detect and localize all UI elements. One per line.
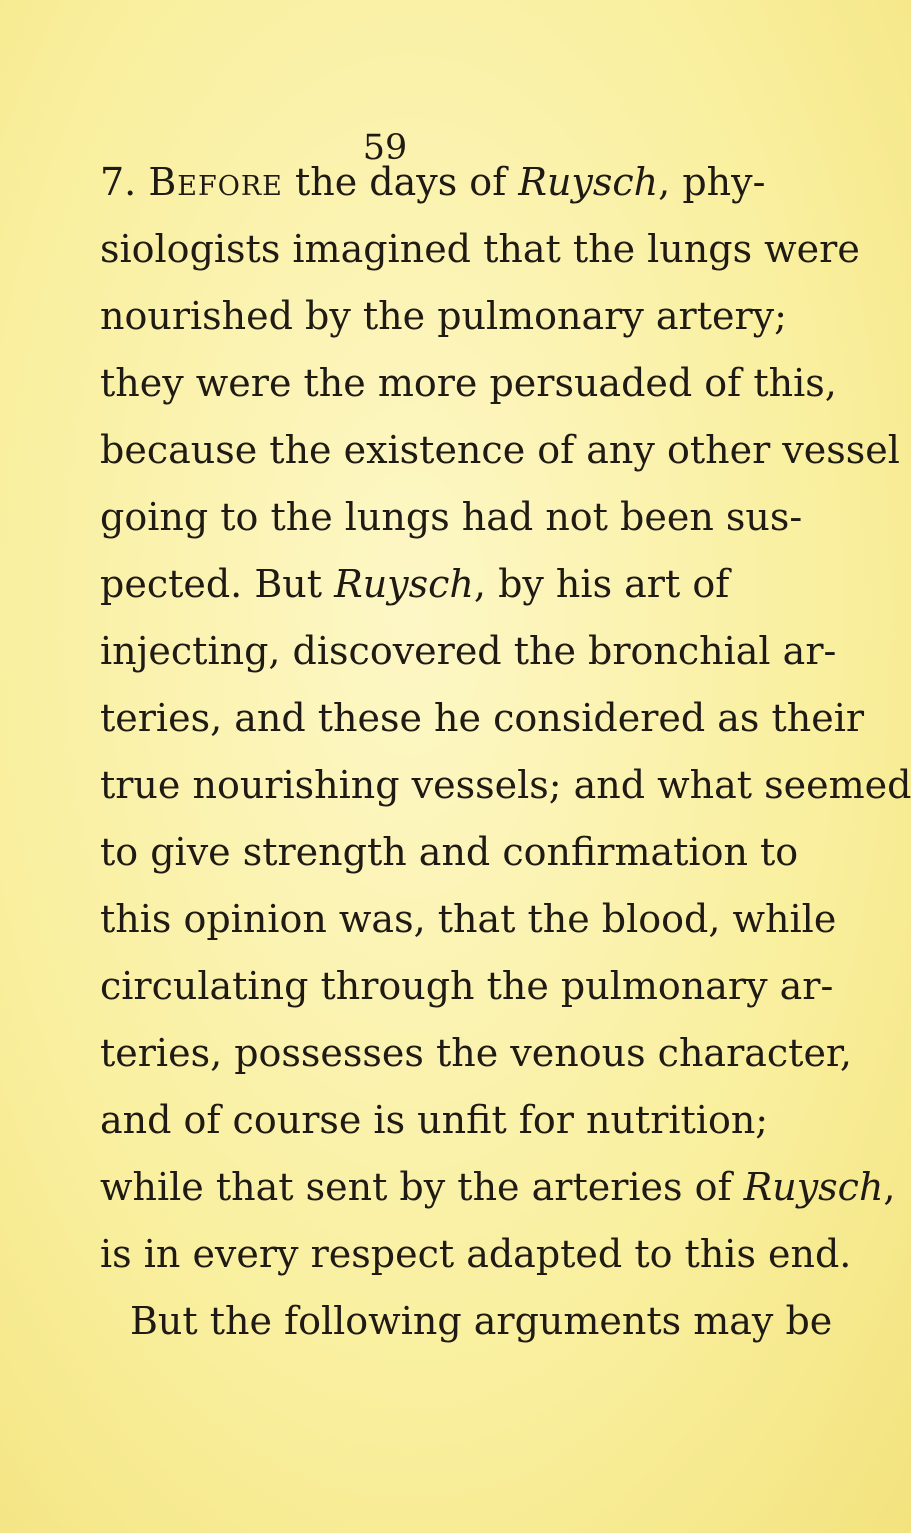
line-1-number: 7. <box>100 160 149 204</box>
text-line-4: they were the more persuaded of this, <box>100 361 837 405</box>
line-1-smallcaps: Before <box>148 160 283 204</box>
line-7-tail: , by his art of <box>473 562 730 606</box>
page-number: 59 <box>362 128 408 168</box>
line-16-italic-name: Ruysch <box>743 1165 884 1209</box>
text-line-9: teries, and these he considered as their <box>100 696 865 740</box>
text-line-3: nourished by the pulmonary artery; <box>100 294 787 338</box>
text-line-7 <box>100 559 730 609</box>
line-1-text: the days of <box>282 160 519 204</box>
text-line-17: is in every respect adapted to this end. <box>100 1232 852 1276</box>
text-line-6: going to the lungs had not been sus- <box>100 495 803 539</box>
line-7-text: pected. But <box>100 562 335 606</box>
text-line-15: and of course is unfit for nutrition; <box>100 1098 769 1142</box>
line-16-text: while that sent by the arteries of <box>100 1165 744 1209</box>
text-line-8: injecting, discovered the bronchial ar- <box>100 629 837 673</box>
text-line-14: teries, possesses the venous character, <box>100 1031 853 1075</box>
text-line-1 <box>100 157 766 207</box>
text-line-5: because the existence of any other vessel <box>100 428 900 472</box>
text-line-11: to give strength and confirmation to <box>100 830 799 874</box>
line-16-tail: , <box>883 1165 896 1209</box>
text-line-16 <box>100 1162 896 1212</box>
line-7-italic-name: Ruysch <box>334 562 474 606</box>
text-line-12: this opinion was, that the blood, while <box>100 897 837 941</box>
text-line-18: But the following arguments may be <box>130 1299 833 1343</box>
text-line-10: true nourishing vessels; and what seemed <box>100 763 911 807</box>
line-1-italic-name: Ruysch <box>518 160 659 204</box>
text-line-2: siologists imagined that the lungs were <box>100 227 860 271</box>
text-line-13: circulating through the pulmonary ar- <box>100 964 834 1008</box>
line-1-tail: , phy- <box>658 160 766 204</box>
